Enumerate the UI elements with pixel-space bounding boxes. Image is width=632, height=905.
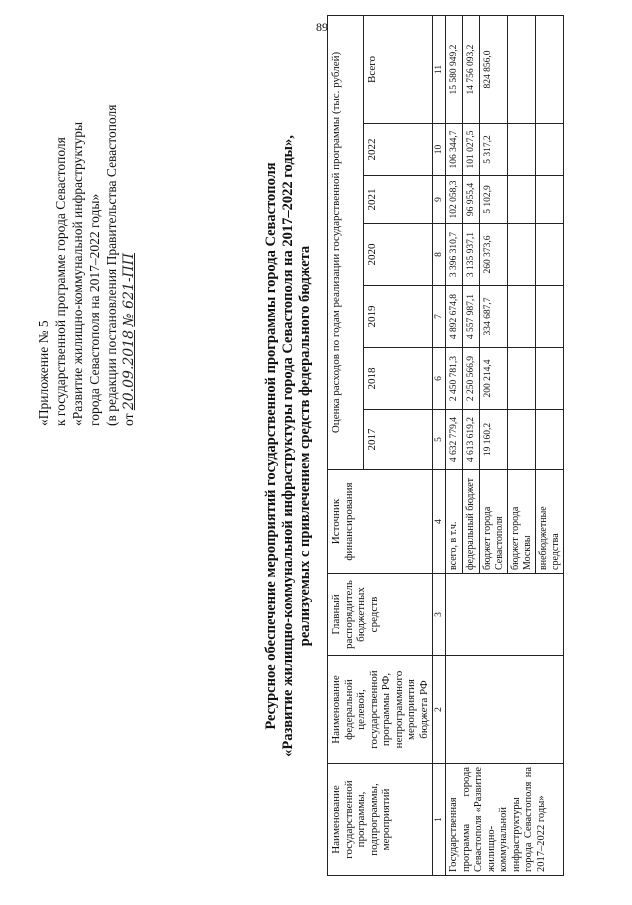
value-cell	[536, 286, 564, 348]
value-cell	[536, 348, 564, 410]
value-cell	[536, 176, 564, 224]
appendix-from-label: от	[121, 413, 136, 426]
value-cell	[508, 176, 536, 224]
source-cell: бюджет города Москвы	[508, 470, 536, 574]
value-cell	[536, 410, 564, 470]
appendix-line: к государственной программе города Севастополя	[53, 137, 68, 426]
program-name-cell: Государственная программа города Севастополя «Развитие жилищно-коммунальной инфраструктуры города Севастополя на 2017–2022 годы»	[446, 764, 564, 876]
value-cell: 2 450 781,3	[446, 348, 463, 410]
value-cell: 200 214,4	[480, 348, 508, 410]
value-cell: 260 373,6	[480, 224, 508, 286]
value-cell: 5 317,2	[480, 124, 508, 176]
column-number: 4	[433, 470, 446, 574]
handwritten-date: 20.09.2018	[121, 329, 137, 411]
column-number: 7	[433, 286, 446, 348]
value-cell	[508, 124, 536, 176]
value-cell: 2 250 566,9	[463, 348, 480, 410]
header-program-name: Наименование государственной программы, подпрограммы, мероприятий	[328, 764, 433, 876]
year-header: 2022	[363, 124, 432, 176]
header-main-manager: Главный распорядитель бюджетных средств	[328, 574, 433, 656]
value-cell	[508, 410, 536, 470]
total-cell: 15 580 949,2	[446, 16, 463, 124]
year-header: 2019	[363, 286, 432, 348]
appendix-line: «Развитие жилищно-коммунальной инфраструктуры	[70, 121, 85, 426]
total-cell	[508, 16, 536, 124]
value-cell: 3 396 310,7	[446, 224, 463, 286]
column-number: 8	[433, 224, 446, 286]
value-cell	[508, 224, 536, 286]
column-number: 6	[433, 348, 446, 410]
appendix-line: (в редакции постановления Правительства Севастополя	[104, 104, 119, 426]
appendix-block	[35, 26, 138, 426]
value-cell: 3 135 937,1	[463, 224, 480, 286]
column-number: 1	[433, 764, 446, 876]
value-cell: 4 892 674,8	[446, 286, 463, 348]
value-cell	[536, 224, 564, 286]
table-row	[446, 16, 463, 876]
appendix-line: города Севастополя на 2017–2022 годы»	[87, 193, 102, 426]
year-header: 2020	[363, 224, 432, 286]
column-number: 10	[433, 124, 446, 176]
resource-table	[327, 15, 564, 876]
year-header: 2018	[363, 348, 432, 410]
header-estimate: Оценка расходов по годам реализации государственной программы (тыс. рублей)	[328, 16, 364, 470]
value-cell: 5 102,9	[480, 176, 508, 224]
total-cell: 14 756 093,2	[463, 16, 480, 124]
value-cell: 101 027,5	[463, 124, 480, 176]
handwritten-number: № 621-ПП	[121, 253, 137, 327]
appendix-line-date	[120, 26, 138, 426]
source-cell: федеральный бюджет	[463, 470, 480, 574]
value-cell: 4 557 987,1	[463, 286, 480, 348]
column-number: 9	[433, 176, 446, 224]
value-cell: 4 632 779,4	[446, 410, 463, 470]
column-number: 11	[433, 16, 446, 124]
value-cell	[508, 286, 536, 348]
column-number: 2	[433, 656, 446, 764]
column-number: 5	[433, 410, 446, 470]
year-header: 2021	[363, 176, 432, 224]
title-line-2: «Развитие жилищно-коммунальной инфраструктуры города Севастополя на 2017–2022 годы»,	[280, 135, 296, 757]
main-manager-cell	[446, 574, 564, 656]
value-cell: 334 687,7	[480, 286, 508, 348]
document-title	[263, 16, 314, 876]
value-cell: 106 344,7	[446, 124, 463, 176]
federal-program-cell	[446, 656, 564, 764]
value-cell	[536, 124, 564, 176]
value-cell: 19 160,2	[480, 410, 508, 470]
title-line-1: Ресурсное обеспечение мероприятий государственной программы города Севастополя	[263, 162, 279, 730]
source-cell: бюджет города Севастополя	[480, 470, 508, 574]
value-cell: 102 058,3	[446, 176, 463, 224]
total-header: Всего	[363, 16, 432, 124]
column-number: 3	[433, 574, 446, 656]
source-cell: внебюджетные средства	[536, 470, 564, 574]
header-funding-source: Источник финансирования	[328, 470, 433, 574]
value-cell	[508, 348, 536, 410]
total-cell: 824 856,0	[480, 16, 508, 124]
year-header: 2017	[363, 410, 432, 470]
column-number-row	[433, 16, 446, 876]
page-number: 89	[316, 20, 328, 34]
source-cell: всего, в т.ч.	[446, 470, 463, 574]
value-cell: 96 955,4	[463, 176, 480, 224]
title-line-3: реализуемых с привлечением средств федерального бюджета	[297, 245, 313, 647]
header-federal-program: Наименование федеральной целевой, государственной программы РФ, непрограммного мероприятия бюджета РФ	[328, 656, 433, 764]
value-cell: 4 613 619,2	[463, 410, 480, 470]
total-cell	[536, 16, 564, 124]
rotated-page-content	[35, 16, 632, 876]
appendix-line: «Приложение № 5	[36, 320, 51, 426]
